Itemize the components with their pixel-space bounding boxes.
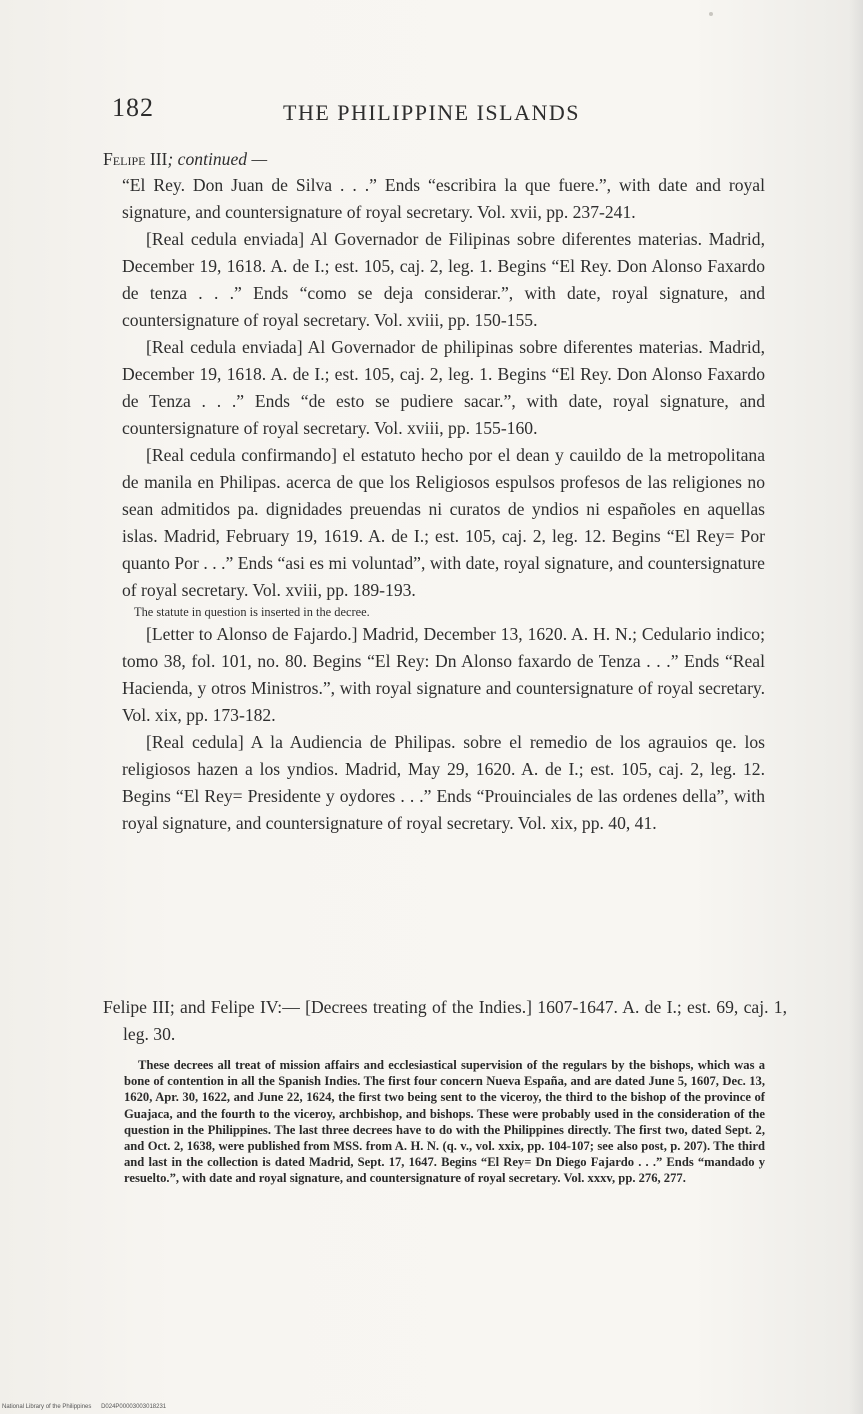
- statute-note: The statute in question is inserted in the decree.: [134, 605, 370, 619]
- footer: [2, 1404, 174, 1410]
- entry-paragraph: [Real cedula confirmando] el estatuto hecho por el dean y cauildo de la metropolitana de manila en Philipas. acerca de que los Religiosos espulsos profesos de las religiones no sean admitidos pa. dignidades preuendas ni curatos de yndios ni españoles en aquellas islas. Madrid, February 19, 1619. A. de I.; est. 105, caj. 2, leg. 12. Begins “El Rey= Por quanto Por . . .” Ends “asi es mi voluntad”, with date, royal signature, and countersignature of royal secretary. Vol. xviii, pp. 189-193.: [122, 445, 765, 600]
- footer-library: National Library of the Philippines: [2, 1404, 92, 1410]
- entry-paragraph: [Real cedula] A la Audiencia de Philipas. sobre el remedio de los agrauios qe. los religiosos hazen a los yndios. Madrid, May 29, 1620. A. de I.; est. 105, caj. 2, leg. 12. Begins “El Rey= Presidente y oydores . . .” Ends “Prouinciales de las ordenes della”, with royal signature, and countersignature of royal secretary. Vol. xix, pp. 40, 41.: [122, 732, 765, 833]
- section-head: [103, 146, 773, 173]
- entry-paragraph: “El Rey. Don Juan de Silva . . .” Ends “escribira la que fuere.”, with date and royal signature, and countersignature of royal secretary. Vol. xvii, pp. 237-241.: [122, 175, 765, 222]
- page-number: 182: [112, 93, 154, 122]
- entries-block: [122, 172, 765, 837]
- running-head: THE PHILIPPINE ISLANDS: [283, 100, 580, 125]
- entry-paragraph: [Real cedula enviada] Al Governador de Filipinas sobre diferentes materias. Madrid, December 19, 1618. A. de I.; est. 105, caj. 2, leg. 1. Begins “El Rey. Don Alonso Faxardo de tenza . . .” Ends “como se deja considerar.”, with date, royal signature, and countersignature of royal secretary. Vol. xviii, pp. 150-155.: [122, 229, 765, 330]
- page-edge-shadow: [849, 0, 863, 1414]
- second-section-head: [103, 994, 787, 1048]
- section-head-continued: ; continued —: [167, 149, 268, 169]
- entry-paragraph: [Letter to Alonso de Fajardo.] Madrid, December 13, 1620. A. H. N.; Cedulario indico; tomo 38, fol. 101, no. 80. Begins “El Rey: Dn Alonso faxardo de Tenza . . .” Ends “Real Hacienda, y otros Ministros.”, with royal signature and countersignature of royal secretary. Vol. xix, pp. 173-182.: [122, 624, 765, 725]
- section-head-label: Felipe III: [103, 149, 168, 169]
- second-section-text: Felipe III; and Felipe IV:— [Decrees treating of the Indies.] 1607-1647. A. de I.; est. 69, caj. 1, leg. 30.: [103, 997, 787, 1044]
- speck-mark: [709, 12, 713, 16]
- entry-paragraph: [Real cedula enviada] Al Governador de philipinas sobre diferentes materias. Madrid, December 19, 1618. A. de I.; est. 105, caj. 2, leg. 1. Begins “El Rey. Don Alonso Faxardo de Tenza . . .” Ends “de esto se pudiere sacar.”, with date, royal signature, and countersignature of royal secretary. Vol. xviii, pp. 155-160.: [122, 337, 765, 438]
- footer-code: D024P00003003018231: [101, 1404, 167, 1410]
- decrees-note: These decrees all treat of mission affairs and ecclesiastical supervision of the regulars by the bishops, which was a bone of contention in all the Spanish Indies. The first four concern Nueva España, and are dated June 5, 1607, Dec. 13, 1620, Apr. 30, 1622, and June 22, 1624, the first two being sent to the viceroy, the third to the bishop of the province of Guajaca, and the fourth to the viceroy, archbishop, and bishops. These were probably used in the consideration of the question in the Philippines. The last three decrees have to do with the Philippines directly. The first two, dated Sept. 2, and Oct. 2, 1638, were published from MSS. from A. H. N. (q. v., vol. xxix, pp. 104-107; see also post, p. 207). The third and last in the collection is dated Madrid, Sept. 17, 1647. Begins “El Rey= Dn Diego Fajardo . . .” Ends “mandado y resuelto.”, with date and royal signature, and countersignature of royal secretary. Vol. xxxv, pp. 276, 277.: [124, 1058, 765, 1186]
